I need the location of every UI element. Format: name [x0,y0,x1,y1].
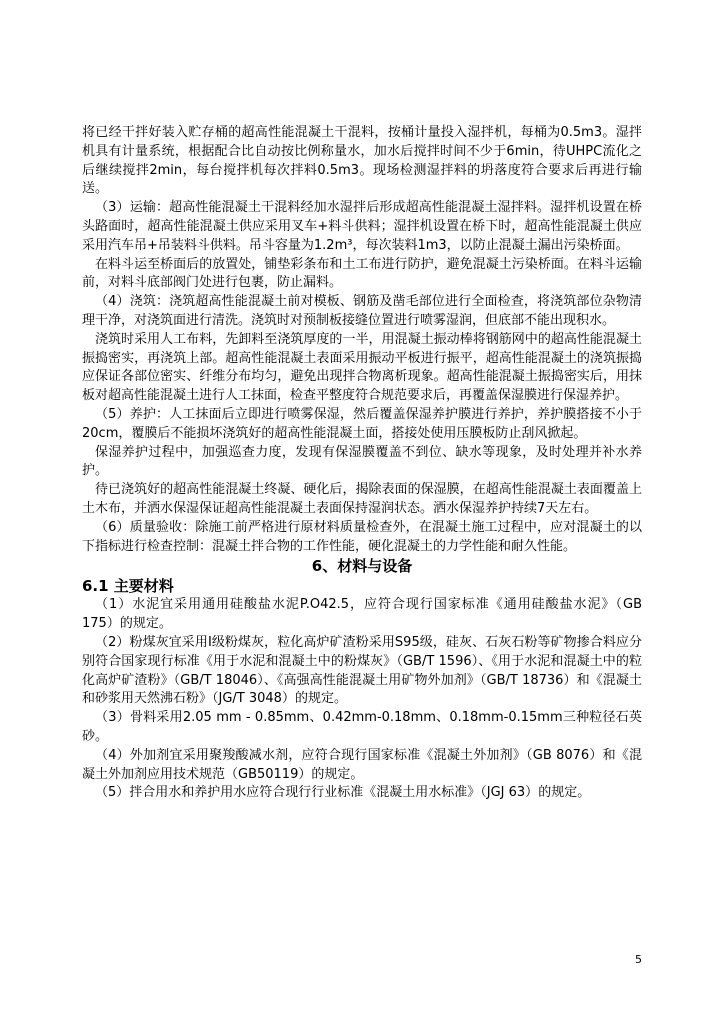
paragraph-mixing: 将已经干拌好装入贮存桶的超高性能混凝土干混料，按桶计量投入湿拌机，每桶为0.5m3。湿拌机具有计量系统，根据配合比自动按比例称量水，加水后搅拌时间不少于6min，待UHPC流化之后继续搅拌2min，每台搅拌机每次拌料0.5m3。现场检测湿拌料的坍落度符合要求后再进行输送。 [82,125,642,197]
section-title: 6、材料与设备 [311,557,413,576]
paragraph-pouring: （4）浇筑：浇筑超高性能混凝土前对模板、钢筋及凿毛部位进行全面检查，将浇筑部位杂物清理干净，对浇筑面进行清洗。浇筑时对预制板接缝位置进行喷雾湿润，但底部不能出现积水。 [82,294,642,328]
paragraph-curing: （5）养护：人工抹面后立即进行喷雾保湿，然后覆盖保湿养护膜进行养护，养护膜搭接不小于20cm，覆膜后不能损坏浇筑好的超高性能混凝土面，搭接处使用压膜板防止刮风掀起。 [82,406,642,441]
page-number: 5 [635,953,642,966]
subsection-title: 6.1 主要材料 [82,577,174,596]
material-water: （5）拌合用水和养护用水应符合现行行业标准《混凝土用水标准》（JGJ 63）的规定。 [95,785,591,801]
material-mineral-admixtures: （2）粉煤灰宜采用Ⅰ级粉煤灰，粒化高炉矿渣粉采用S95级，硅灰、石灰石粉等矿物掺合料应分别符合国家现行标准《用于水泥和混凝土中的粉煤灰》（GB/T 1596）、《用于水泥和混凝土中的粒化高炉矿渣粉》（GB/T 18046）、《高强高性能混凝土用矿物外加剂》（GB/T 18736）和《混凝土和砂浆用天然沸石粉》（JG/T 3048）的规定。 [82,634,642,707]
paragraph-pouring-method: 浇筑时采用人工布料，先卸料至浇筑厚度的一半，用混凝土振动棒将钢筋网中的超高性能混凝土振捣密实，再浇筑上部。超高性能混凝土表面采用振动平板进行振平，超高性能混凝土的浇筑振捣应保证各部位密实、纤维分布均匀，避免出现拌合物离析现象。超高性能混凝土振捣密实后，用抹板对超高性能混凝土进行人工抹面，检查平整度符合规范要求后，再覆盖保湿膜进行保湿养护。 [82,331,642,404]
material-admixture: （4）外加剂宜采用聚羧酸减水剂，应符合现行国家标准《混凝土外加剂》（GB 8076）和《混凝土外加剂应用技术规范（GB50119）的规定。 [82,747,642,782]
paragraph-transport: （3）运输：超高性能混凝土干混料经加水湿拌后形成超高性能混凝土湿拌料。湿拌机设置在桥头路面时，超高性能混凝土供应采用叉车+料斗供料；湿拌机设置在桥下时，超高性能混凝土供应采用汽车吊+吊装料斗供料。吊斗容量为1.2m³，每次装料1m3，以防止混凝土漏出污染桥面。 [82,200,642,253]
paragraph-curing-inspection: 保湿养护过程中，加强巡查力度，发现有保湿膜覆盖不到位、缺水等现象，及时处理并补水养护。 [82,444,642,479]
material-aggregate: （3）骨料采用2.05 mm - 0.85mm、0.42mm-0.18mm、0.18mm-0.15mm三种粒径石英砂。 [82,710,642,744]
document-body [82,124,642,803]
paragraph-bucket-protection: 在料斗运至桥面后的放置处，铺垫彩条布和土工布进行防护，避免混凝土污染桥面。在料斗运输前，对料斗底部阀门处进行包裹，防止漏料。 [82,256,642,291]
paragraph-curing-watering: 待已浇筑好的超高性能混凝土终凝、硬化后，揭除表面的保湿膜，在超高性能混凝土表面覆盖上土木布，并洒水保湿保证超高性能混凝土表面保持湿润状态。洒水保湿养护持续7天左右。 [82,482,642,516]
material-cement: （1）水泥宜采用通用硅酸盐水泥P.O42.5，应符合现行国家标准《通用硅酸盐水泥》（GB 175）的规定。 [82,597,642,632]
paragraph-quality-acceptance: （6）质量验收：除施工前严格进行原材料质量检查外，在混凝土施工过程中，应对混凝土的以下指标进行检查控制：混凝土拌合物的工作性能，硬化混凝土的力学性能和耐久性能。 [82,519,642,554]
